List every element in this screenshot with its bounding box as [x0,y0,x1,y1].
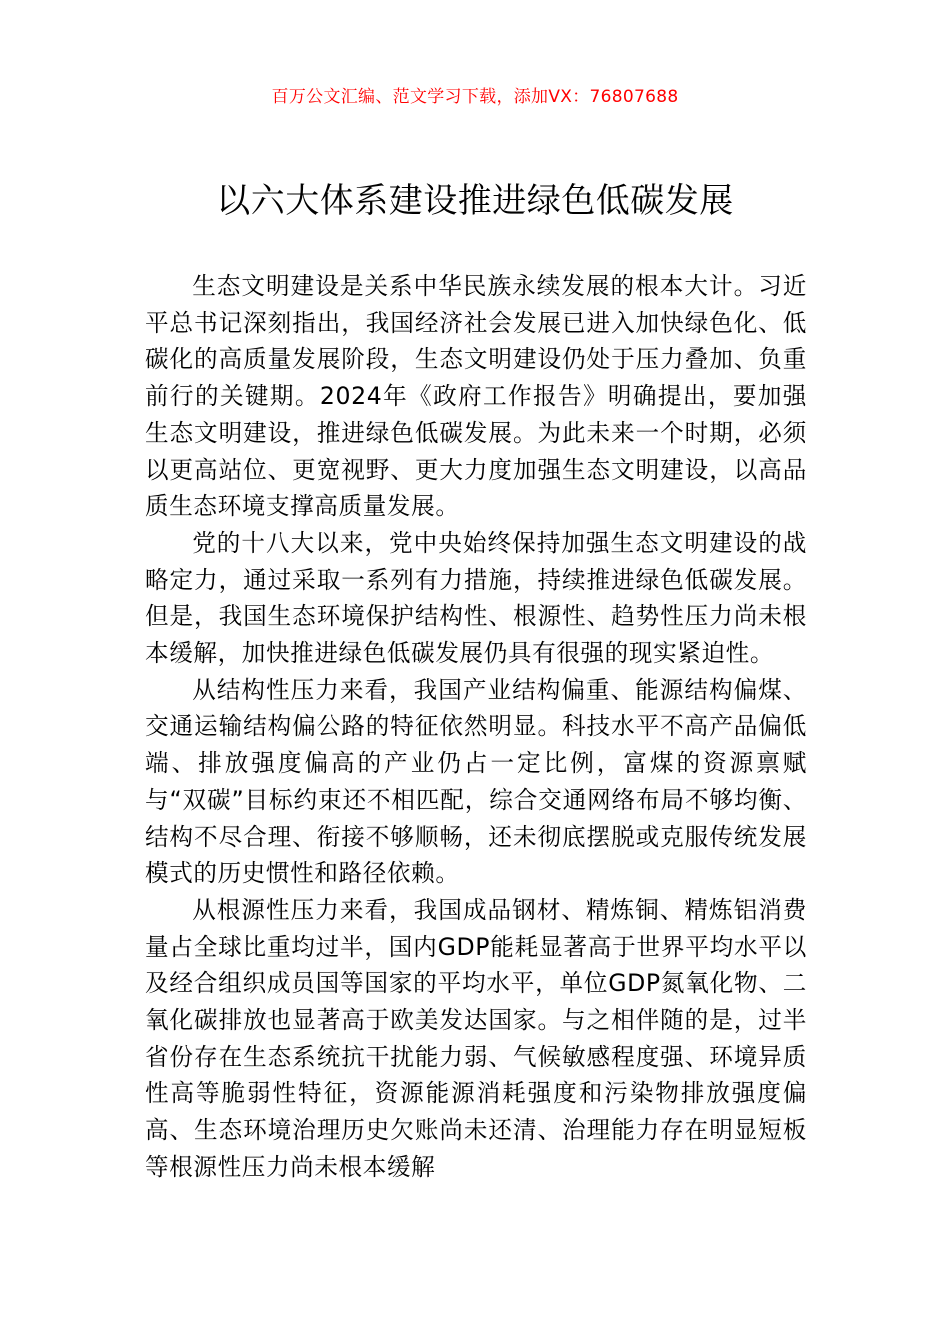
document-body [145,268,807,1186]
paragraph-4: 从根源性压力来看，我国成品钢材、精炼铜、精炼铝消费量占全球比重均过半，国内GDP能耗显著高于世界平均水平以及经合组织成员国等国家的平均水平，单位GDP氮氧化物、二氧化碳排放也显著高于欧美发达国家。与之相伴随的是，过半省份存在生态系统抗干扰能力弱、气候敏感程度强、环境异质性高等脆弱性特征，资源能源消耗强度和污染物排放强度偏高、生态环境治理历史欠账尚未还清、治理能力存在明显短板等根源性压力尚未根本缓解 [145,895,807,1181]
paragraph-2: 党的十八大以来，党中央始终保持加强生态文明建设的战略定力，通过采取一系列有力措施，持续推进绿色低碳发展。但是，我国生态环境保护结构性、根源性、趋势性压力尚未根本缓解，加快推进绿色低碳发展仍具有很强的现实紧迫性。 [145,528,807,668]
paragraph-3: 从结构性压力来看，我国产业结构偏重、能源结构偏煤、交通运输结构偏公路的特征依然明显。科技水平不高产品偏低端、排放强度偏高的产业仍占一定比例，富煤的资源禀赋与“双碳”目标约束还不相匹配，综合交通网络布局不够均衡、结构不尽合理、衔接不够顺畅，还未彻底摆脱或克服传统发展模式的历史惯性和路径依赖。 [145,675,807,888]
paragraph-1: 生态文明建设是关系中华民族永续发展的根本大计。习近平总书记深刻指出，我国经济社会发展已进入加快绿色化、低碳化的高质量发展阶段，生态文明建设仍处于压力叠加、负重前行的关键期。2024年《政府工作报告》明确提出，要加强生态文明建设，推进绿色低碳发展。为此未来一个时期，必须以更高站位、更宽视野、更大力度加强生态文明建设，以高品质生态环境支撑高质量发展。 [145,272,807,521]
document-title: 以六大体系建设推进绿色低碳发展 [216,181,734,221]
header-banner: 百万公文汇编、范文学习下载，添加VX：76807688 [271,87,679,107]
